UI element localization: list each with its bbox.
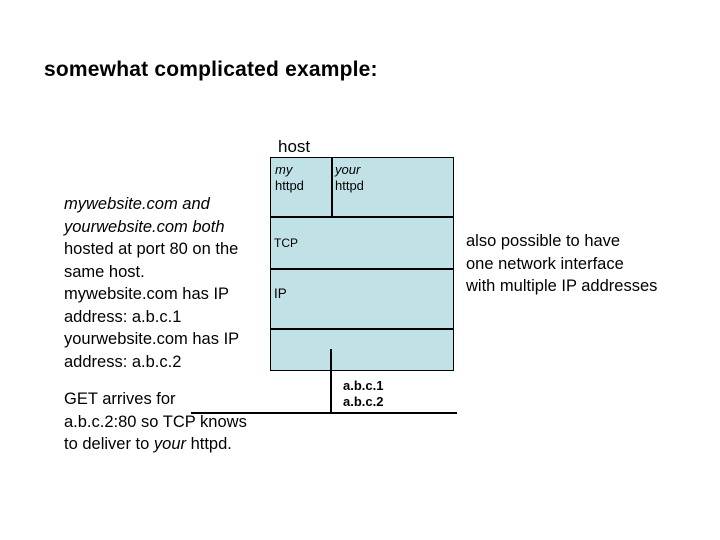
desc-line-6: address: a.b.c.1	[64, 307, 182, 326]
get-line-3	[64, 433, 247, 456]
your-httpd-box	[332, 157, 454, 217]
slide-title: somewhat complicated example:	[44, 58, 378, 81]
desc-line-2-text: yourwebsite.com both	[64, 217, 225, 236]
tcp-layer-box	[270, 217, 454, 269]
get-line-1: GET arrives for	[64, 390, 176, 408]
my-httpd-label-1: my	[275, 162, 293, 177]
desc-line-8: address: a.b.c.2	[64, 352, 182, 371]
get-line-3-suffix: httpd.	[186, 435, 232, 453]
note-line-2: one network interface	[466, 254, 624, 273]
multiple-ip-note	[466, 230, 657, 298]
network-interface-box	[270, 329, 454, 371]
desc-line-1	[64, 193, 269, 216]
get-line-3-prefix: to deliver to	[64, 435, 154, 453]
desc-line-5: mywebsite.com has IP	[64, 285, 230, 303]
host-protocol-stack	[270, 157, 454, 371]
note-line-1: also possible to have	[466, 232, 621, 250]
get-request-description	[64, 388, 247, 456]
get-line-3-italic: your	[153, 435, 186, 453]
ip-address-1: a.b.c.1	[343, 378, 384, 393]
tcp-label: TCP	[274, 236, 298, 250]
host-label: host	[278, 137, 311, 156]
desc-line-2	[64, 216, 269, 239]
ip-address-list	[343, 378, 383, 410]
your-httpd-label-2: httpd	[335, 178, 364, 193]
shared-port-description	[64, 193, 269, 373]
desc-line-3: hosted at port 80 on the	[64, 240, 239, 258]
ip-address-2: a.b.c.2	[343, 394, 384, 409]
your-httpd-label-1: your	[335, 162, 361, 177]
desc-line-1-text: mywebsite.com and	[64, 195, 210, 213]
ip-label: IP	[274, 286, 287, 301]
my-httpd-label-2: httpd	[275, 178, 304, 193]
ip-layer-box	[270, 269, 454, 329]
desc-line-7: yourwebsite.com has IP	[64, 330, 240, 348]
desc-line-4: same host.	[64, 262, 145, 281]
get-line-2: a.b.c.2:80 so TCP knows	[64, 412, 247, 431]
my-httpd-box	[270, 157, 332, 217]
interface-vertical-line	[330, 349, 332, 413]
note-line-3: with multiple IP addresses	[466, 277, 658, 295]
